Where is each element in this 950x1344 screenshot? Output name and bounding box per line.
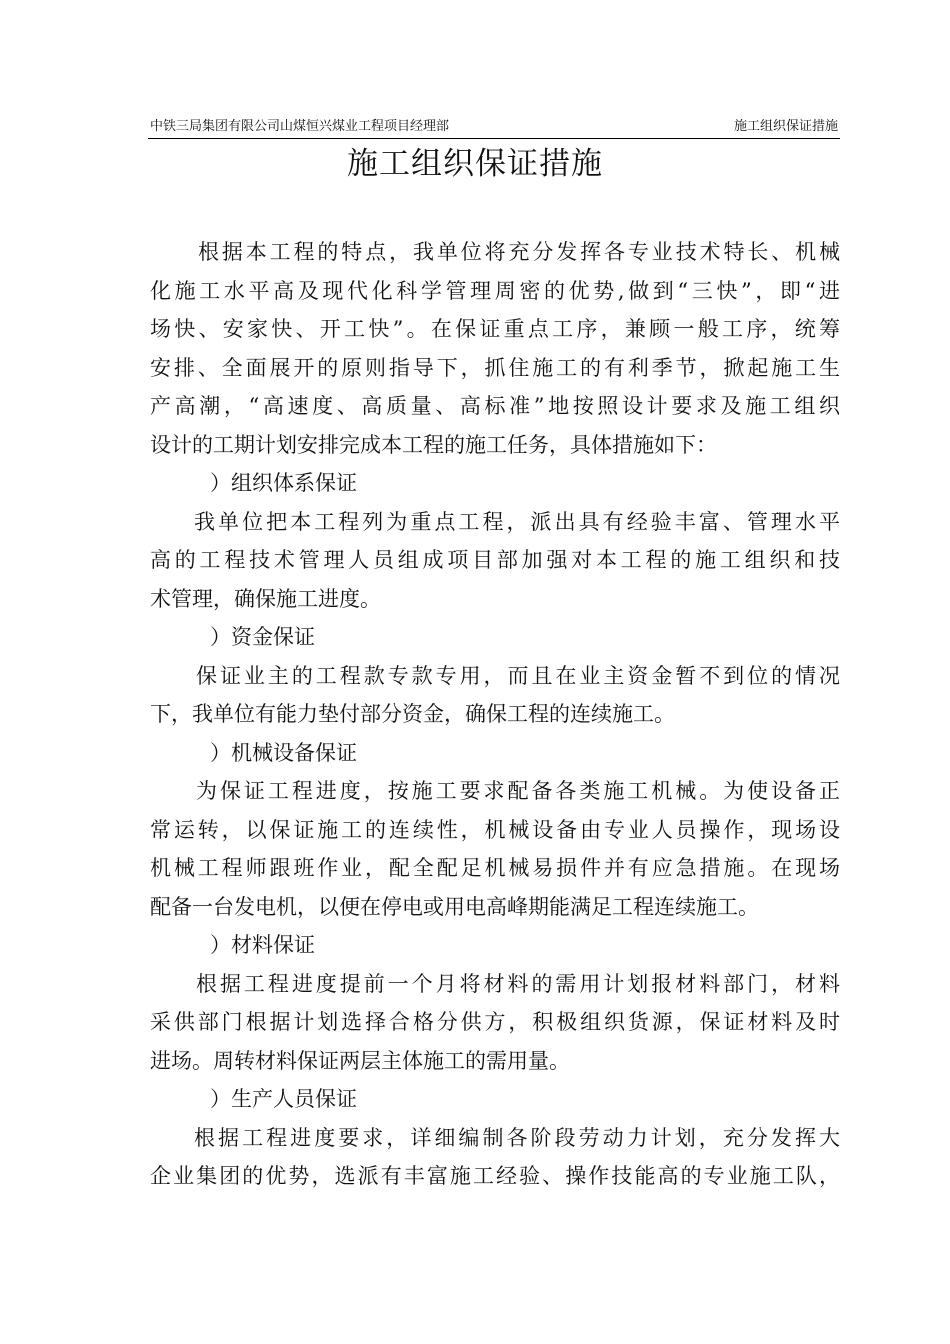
header-section-title: 施工组织保证措施	[733, 119, 838, 134]
paragraph-line: 根据工程进度提前一个月将材料的需用计划报材料部门，材料	[196, 971, 840, 996]
paragraph-line: 场快、安家快、开工快”。在保证重点工序，兼顾一般工序，统筹	[150, 317, 840, 341]
section-heading: ）资金保证	[210, 625, 315, 649]
paragraph-line: 进场。周转材料保证两层主体施工的需用量。	[150, 1048, 570, 1073]
section-organization	[150, 464, 840, 618]
paragraph-line: 根据本工程的特点，我单位将充分发挥各专业技术特长、机械	[198, 240, 840, 264]
paragraph-line: 化施工水平高及现代化科学管理周密的优势,做到“三快”，即“进	[150, 278, 840, 303]
paragraph-line: 配备一台发电机，以便在停电或用电高峰期能满足工程连续施工。	[150, 894, 759, 919]
paragraph-line: 安排、全面展开的原则指导下，抓住施工的有利季节，掀起施工生	[150, 355, 840, 380]
paragraph-line: 设计的工期计划安排完成本工程的施工任务，具体措施如下：	[150, 432, 717, 457]
paragraph-line: 企业集团的优势，选派有丰富施工经验、操作技能高的专业施工队，	[150, 1164, 840, 1188]
paragraph-line: 高的工程技术管理人员组成项目部加强对本工程的施工组织和技	[150, 548, 840, 572]
section-heading: ）机械设备保证	[210, 740, 357, 765]
paragraph-line: 为保证工程进度，按施工要求配备各类施工机械。为使设备正	[196, 779, 840, 803]
section-heading: ）生产人员保证	[210, 1087, 357, 1111]
paragraph-line: 我单位把本工程列为重点工程，派出具有经验丰富、管理水平	[194, 509, 840, 534]
section-materials	[150, 926, 840, 1080]
section-personnel	[150, 1080, 840, 1196]
intro-paragraph	[150, 233, 840, 464]
header-company-name: 中铁三局集团有限公司山煤恒兴煤业工程项目经理部	[150, 119, 450, 134]
paragraph-line: 产高潮，“高速度、高质量、高标准”地按照设计要求及施工组织	[150, 394, 840, 418]
page-header	[148, 118, 840, 139]
document-title: 施工组织保证措施	[347, 146, 603, 182]
paragraph-line: 保证业主的工程款专款专用，而且在业主资金暂不到位的情况	[196, 663, 840, 688]
paragraph-line: 常运转，以保证施工的连续性，机械设备由专业人员操作，现场设	[150, 817, 840, 842]
section-heading: ）组织体系保证	[210, 471, 357, 495]
paragraph-line: 下，我单位有能力垫付部分资金，确保工程的连续施工。	[150, 702, 675, 726]
document-body	[150, 233, 840, 1196]
section-funding	[150, 618, 840, 734]
paragraph-line: 采供部门根据计划选择合格分供方，积极组织货源，保证材料及时	[150, 1010, 840, 1034]
section-heading: ）材料保证	[210, 933, 315, 957]
paragraph-line: 机械工程师跟班作业，配全配足机械易损件并有应急措施。在现场	[150, 856, 840, 880]
paragraph-line: 根据工程进度要求，详细编制各阶段劳动力计划，充分发挥大	[194, 1125, 840, 1150]
paragraph-line: 术管理，确保施工进度。	[150, 586, 381, 611]
section-machinery	[150, 734, 840, 927]
